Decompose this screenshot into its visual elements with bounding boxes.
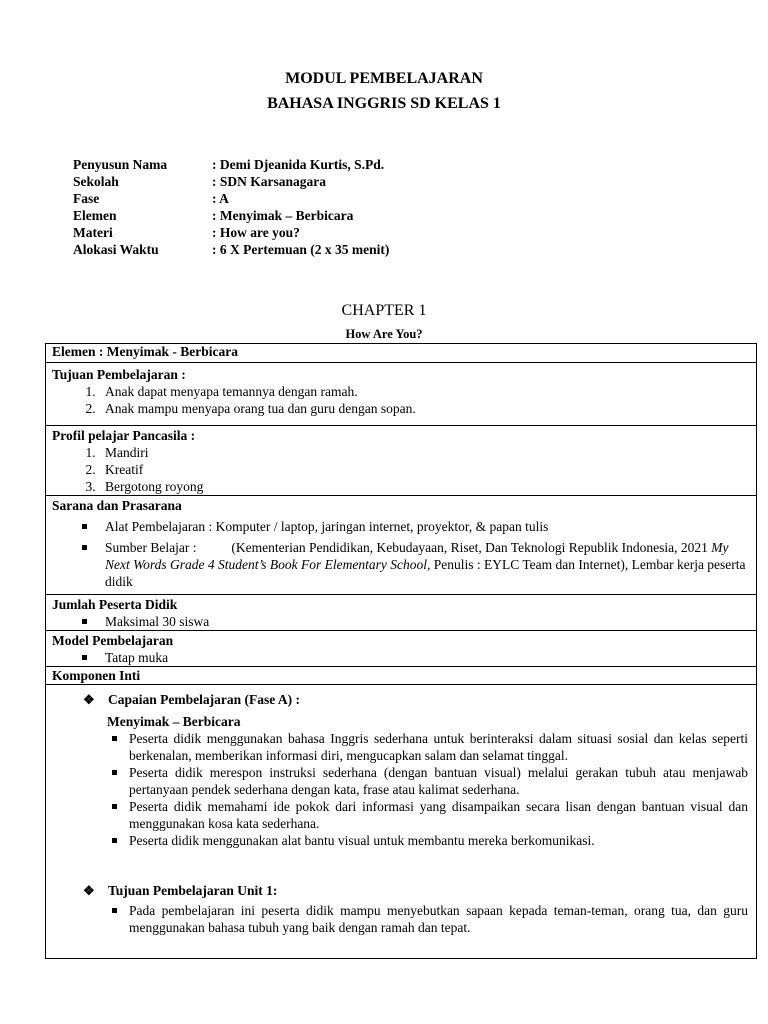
- list-item: 1. Mandiri: [99, 444, 756, 461]
- elemen-heading: Elemen : Menyimak - Berbicara: [52, 344, 238, 359]
- model-heading: Model Pembelajaran: [52, 633, 174, 648]
- capaian-list: [52, 730, 756, 849]
- capaian-title: Capaian Pembelajaran (Fase A) :: [108, 692, 300, 707]
- meta-row-fase: [73, 190, 389, 207]
- sumber-label: Sumber Belajar :: [105, 540, 197, 555]
- list-item: Peserta didik menggunakan bahasa Inggris sederhana untuk berinteraksi dalam situasi sosial dan kelas seperti berkenalan, memberikan informasi diri, mengucapkan salam dan selamat tinggal.: [129, 730, 756, 764]
- list-item: 2. Anak mampu menyapa orang tua dan guru dengan sopan.: [99, 400, 756, 417]
- jumlah-heading: Jumlah Peserta Didik: [52, 597, 178, 612]
- row-komponen-body: [46, 685, 757, 959]
- tujuan-list: [52, 383, 756, 417]
- sarana-list: [52, 518, 756, 590]
- list-item: Maksimal 30 siswa: [99, 613, 756, 630]
- profil-list: [52, 444, 756, 495]
- meta-value: : Demi Djeanida Kurtis, S.Pd.: [212, 157, 385, 172]
- list-item: Peserta didik menggunakan alat bantu visual untuk membantu mereka berkomunikasi.: [129, 832, 756, 849]
- row-model: [46, 631, 757, 667]
- meta-row-elemen: [73, 207, 389, 224]
- tujuan-unit-list: [52, 902, 756, 936]
- document-title: MODUL PEMBELAJARAN: [285, 70, 483, 87]
- list-item: Peserta didik merespon instruksi sederhana (dengan bantuan visual) melalui gerakan tubuh atau menjawab pertanyaan pendek sederhana dengan kata, frase atau kalimat sederhana.: [129, 764, 756, 798]
- meta-label: Penyusun Nama: [73, 157, 168, 172]
- meta-row-sekolah: [73, 173, 389, 190]
- list-item: Tatap muka: [99, 649, 756, 666]
- diamond-bullet-icon: ❖: [83, 883, 95, 898]
- row-elemen: [46, 344, 757, 363]
- list-item: 2. Kreatif: [99, 461, 756, 478]
- meta-value: : 6 X Pertemuan (2 x 35 menit): [212, 242, 390, 257]
- alat-item: Alat Pembelajaran : Komputer / laptop, jaringan internet, proyektor, & papan tulis: [99, 518, 756, 535]
- komponen-heading: Komponen Inti: [52, 668, 141, 683]
- lesson-table: [45, 343, 757, 959]
- row-profil: [46, 426, 757, 496]
- diamond-bullet-icon: ❖: [83, 692, 95, 707]
- row-tujuan: [46, 363, 757, 426]
- row-jumlah: [46, 595, 757, 631]
- chapter-subtitle: How Are You?: [345, 327, 423, 341]
- tujuan-unit-heading: [83, 882, 756, 900]
- meta-value: : How are you?: [212, 225, 300, 240]
- meta-label: Sekolah: [73, 174, 119, 189]
- jumlah-list: [52, 613, 756, 630]
- list-item: 3. Bergotong royong: [99, 478, 756, 495]
- meta-label: Materi: [73, 225, 113, 240]
- list-item: Pada pembelajaran ini peserta didik mampu menyebutkan sapaan kepada teman-teman, orang tua, dan guru menggunakan bahasa tubuh yang baik dengan ramah dan tepat.: [129, 902, 756, 936]
- meta-row-penyusun: [73, 156, 389, 173]
- sumber-book-title: My Next Words Grade 4 Student’s Book For Elementary School,: [105, 540, 729, 572]
- capaian-subtitle: Menyimak – Berbicara: [107, 714, 241, 729]
- meta-label: Fase: [73, 191, 100, 206]
- chapter-title: CHAPTER 1: [341, 302, 427, 319]
- meta-value: : Menyimak – Berbicara: [212, 208, 354, 223]
- meta-label: Elemen: [73, 208, 117, 223]
- meta-label: Alokasi Waktu: [73, 242, 159, 257]
- module-info: [73, 156, 389, 258]
- meta-row-materi: [73, 224, 389, 241]
- meta-value: : A: [212, 191, 229, 206]
- sumber-text-2: Penulis : EYLC Team dan Internet), Lembar kerja peserta didik: [105, 557, 746, 589]
- meta-value: : SDN Karsanagara: [212, 174, 326, 189]
- meta-row-alokasi: [73, 241, 389, 258]
- list-item: Peserta didik memahami ide pokok dari informasi yang disampaikan secara lisan dengan bantuan visual dan menggunakan kosa kata sederhana.: [129, 798, 756, 832]
- list-item: 1. Anak dapat menyapa temannya dengan ramah.: [99, 383, 756, 400]
- sumber-item: [99, 539, 756, 590]
- model-list: [52, 649, 756, 666]
- row-sarana: [46, 496, 757, 595]
- tujuan-unit-title: Tujuan Pembelajaran Unit 1:: [108, 883, 278, 898]
- sarana-heading: Sarana dan Prasarana: [52, 498, 182, 513]
- tujuan-heading: Tujuan Pembelajaran :: [52, 367, 186, 382]
- capaian-heading: [83, 691, 756, 709]
- profil-heading: Profil pelajar Pancasila :: [52, 428, 196, 443]
- document-subtitle: BAHASA INGGRIS SD KELAS 1: [267, 95, 501, 112]
- row-komponen-heading: [46, 667, 757, 685]
- sumber-text-1: (Kementerian Pendidikan, Kebudayaan, Riset, Dan Teknologi Republik Indonesia, 2021: [228, 540, 712, 555]
